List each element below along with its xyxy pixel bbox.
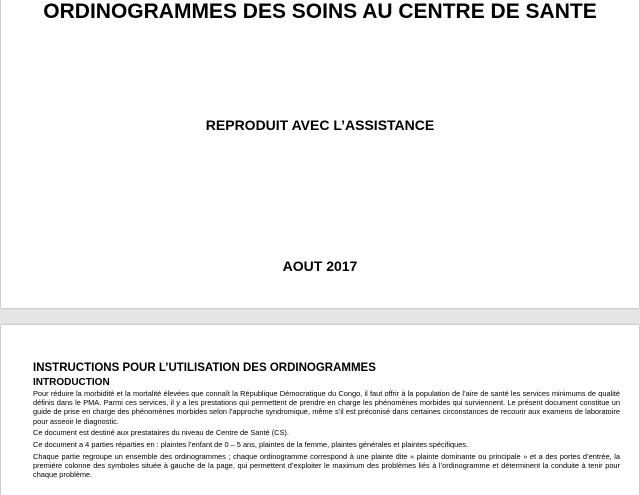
document-page-1 xyxy=(1,0,639,308)
document-title: ORDINOGRAMMES DES SOINS AU CENTRE DE SANTE xyxy=(43,0,597,23)
intro-paragraph: Pour réduire la morbidité et la mortalité élevées que connaît la République Démocratique du Congo, il faut offrir à la population de l’aire de santé les services minimums de qualité définis dans le PMA. Parmi ces services, il y a les prestations qui permettent de prendre en charge les phénomènes morbides qui surviennent. Le présent document constitue un guide de prise en charge des phénomènes morbides selon l’approche syndromique, même s’il est préconisé dans certaines circonstances de recourir aux examens de laboratoire pour asseoir le diagnostic. xyxy=(33,389,620,426)
intro-paragraph: Chaque partie regroupe un ensemble des ordinogrammes ; chaque ordinogramme correspond à une plainte dite « plainte dominante ou principale » et a des portes d’entrée, la première colonne des symboles située à gauche de la page, qui permettent d’exploiter le maximum des problèmes liés à l’ordinogramme et déterminent la conduite à tenir pour chaque problème. xyxy=(33,451,620,480)
introduction-heading: INTRODUCTION xyxy=(33,377,110,388)
document-subtitle: REPRODUIT AVEC L’ASSISTANCE xyxy=(205,117,435,133)
intro-paragraph: Ce document a 4 parties réparties en : plaintes l’enfant de 0 – 5 ans, plaintes de la femme, plaintes générales et plaintes spécifiques. xyxy=(33,440,469,450)
instructions-heading: INSTRUCTIONS POUR L’UTILISATION DES ORDINOGRAMMES xyxy=(33,362,376,374)
intro-paragraph: Ce document est destiné aux prestataires du niveau de Centre de Santé (CS). xyxy=(33,428,289,438)
document-date: AOUT 2017 xyxy=(282,258,358,274)
document-page-2 xyxy=(1,325,639,495)
page-2-content xyxy=(33,361,620,482)
